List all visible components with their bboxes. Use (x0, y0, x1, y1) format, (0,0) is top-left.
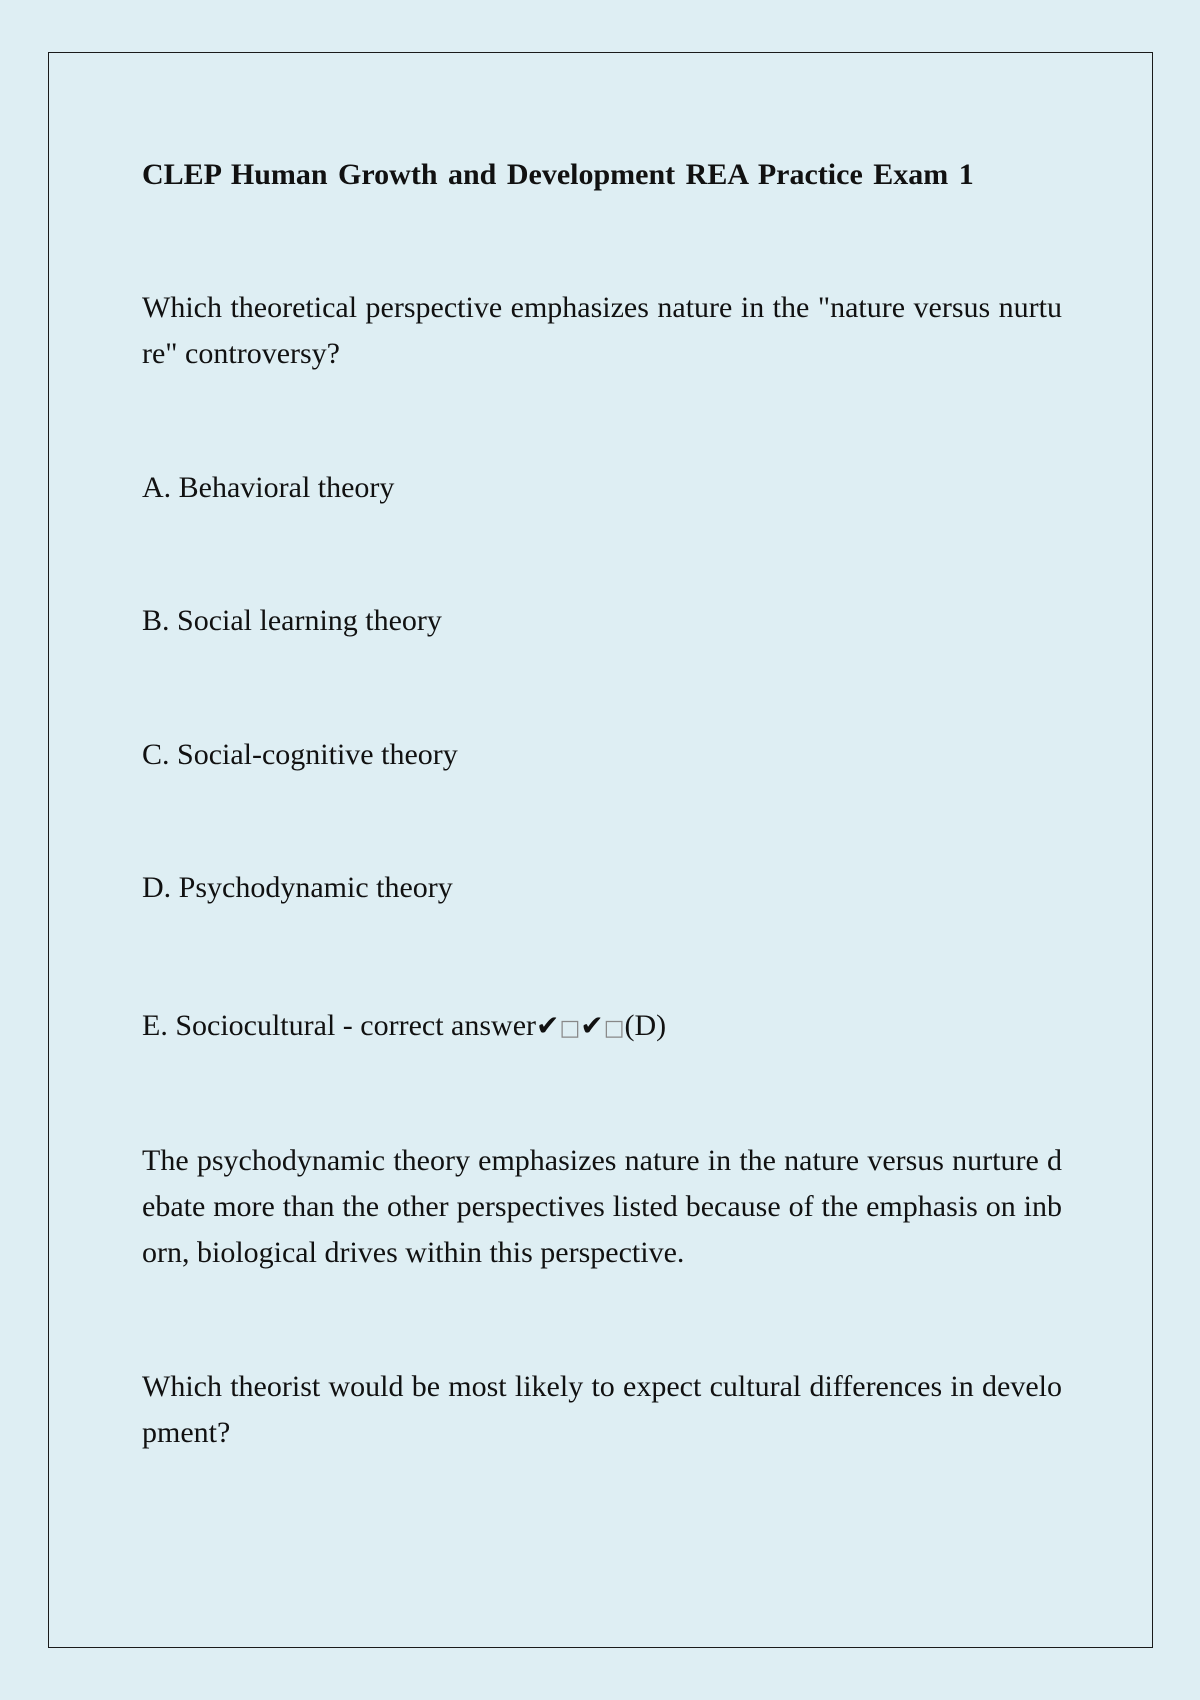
option-b: B. Social learning theory (142, 604, 442, 637)
option-e-text: E. Sociocultural - correct answer (142, 1009, 536, 1042)
box-icon: □ (603, 1016, 625, 1041)
check-icon: ✔ (580, 1009, 604, 1042)
option-d: D. Psychodynamic theory (142, 871, 453, 904)
option-a: A. Behavioral theory (142, 471, 395, 504)
question-1-text: Which theoretical perspective emphasizes nature in the "nature versus nurture" controversy? (142, 291, 1062, 370)
check-icon: ✔ (536, 1009, 560, 1042)
document-title: CLEP Human Growth and Development REA Practice Exam 1 (142, 158, 974, 191)
question-2-text: Which theorist would be most likely to expect cultural differences in development? (142, 1370, 1062, 1449)
option-e (142, 1003, 666, 1052)
box-icon: □ (559, 1016, 581, 1041)
explanation-text: The psychodynamic theory emphasizes nature in the nature versus nurture debate more than the other perspectives listed because of the emphasis on inborn, biological drives within this perspective. (142, 1144, 1062, 1269)
option-c: C. Social-cognitive theory (142, 738, 458, 771)
answer-letter: (D) (624, 1009, 667, 1042)
